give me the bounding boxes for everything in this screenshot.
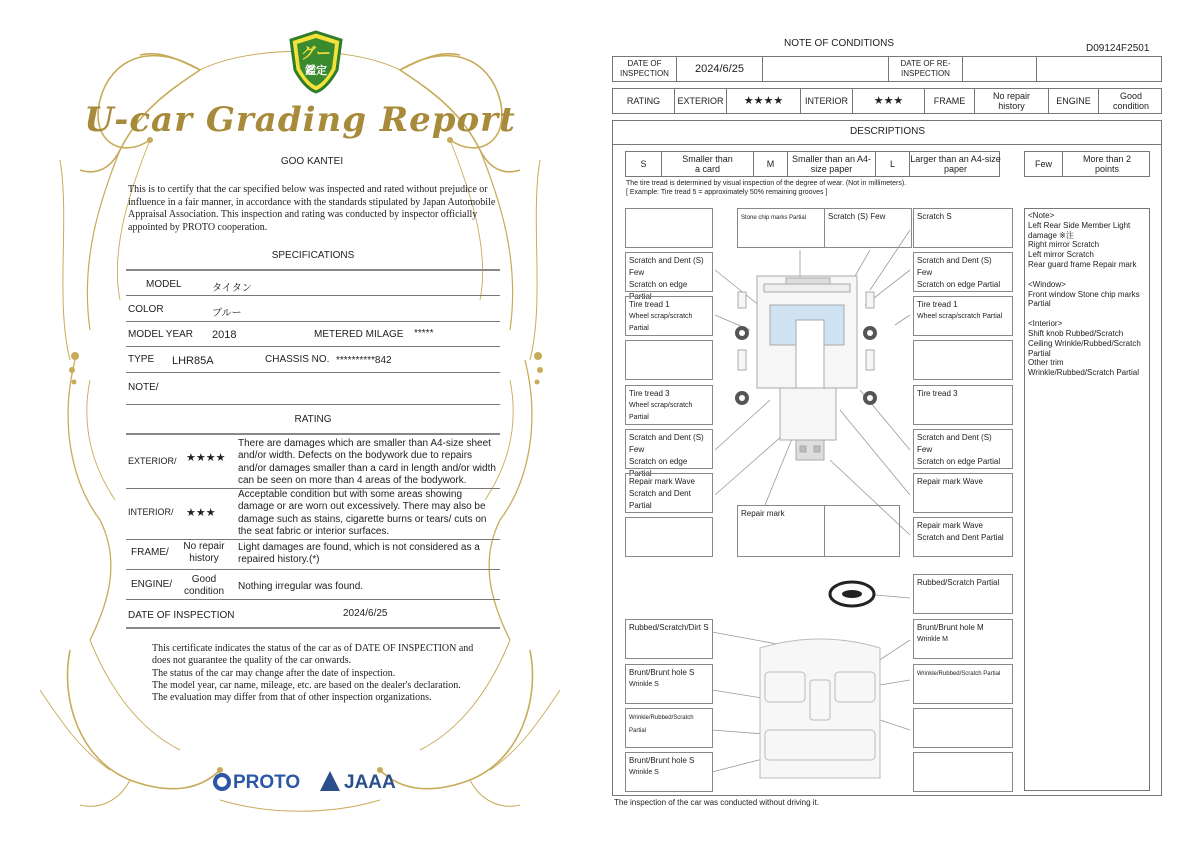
- reinspection-label: DATE OF RE-INSPECTION: [889, 57, 963, 81]
- proto-logo: [213, 772, 300, 794]
- detail-text: Scratch on edge Partial: [629, 280, 688, 301]
- disclaimer-line: The evaluation may differ from that of other inspection organizations.: [152, 692, 432, 704]
- detail-text: Tire tread 1: [917, 300, 958, 309]
- exterior-label: EXTERIOR/: [128, 456, 177, 466]
- detail-text: Scratch (S) Few: [828, 212, 886, 221]
- detail-text: Scratch on edge Partial: [917, 457, 1001, 466]
- logo-kantei-text: 鑑定: [305, 65, 327, 77]
- detail-box: [737, 208, 825, 248]
- goo-kantei-logo: [287, 30, 345, 94]
- notes-panel: [1024, 208, 1150, 791]
- divider: [126, 627, 500, 629]
- tire-note: The tire tread is determined by visual inspection of the degree of wear. (Not in millimeters).: [626, 180, 907, 187]
- note-line: Left mirror Scratch: [1028, 250, 1094, 260]
- detail-box: [625, 252, 713, 301]
- detail-text: Tire tread 3: [629, 389, 670, 398]
- date-of-inspection-label: DATE OF INSPECTION: [128, 610, 235, 621]
- detail-box: [824, 505, 900, 557]
- note-line: Left Rear Side Member Light damage ※注: [1028, 220, 1131, 240]
- mileage-label: METERED MILAGE: [314, 329, 404, 340]
- model-year-label: MODEL YEAR: [128, 329, 194, 340]
- detail-box: [737, 505, 825, 557]
- detail-box: [625, 429, 713, 478]
- page-title: NOTE OF CONDITIONS: [784, 38, 894, 49]
- exterior-label: EXTERIOR: [675, 89, 727, 113]
- frame-description: Light damages are found, which is not considered as a repaired history.(*): [238, 542, 480, 566]
- divider: [126, 433, 500, 435]
- legend-l: L: [876, 152, 910, 176]
- rating-label: RATING: [613, 89, 675, 113]
- color-value: ブルー: [212, 308, 242, 319]
- proto-logo-text: PROTO: [233, 772, 301, 793]
- detail-box: [913, 208, 1013, 248]
- divider: [126, 569, 500, 570]
- descriptions-heading: DESCRIPTIONS: [850, 126, 926, 137]
- detail-box: [913, 429, 1013, 469]
- disclaimer: [152, 643, 482, 704]
- detail-text: Repair mark Wave: [629, 477, 695, 486]
- engine-label: ENGINE/: [131, 579, 173, 590]
- divider: [126, 346, 500, 347]
- detail-box: [913, 664, 1013, 704]
- jaaa-logo-icon: [320, 771, 340, 791]
- detail-text: Scratch and Dent (S) Few: [917, 256, 992, 277]
- note-line: Rear guard frame Repair mark: [1028, 259, 1137, 269]
- detail-text: Scratch and Dent Partial: [629, 489, 691, 510]
- detail-text: Scratch S: [917, 212, 952, 221]
- divider: [126, 599, 500, 600]
- detail-text: Stone chip marks Partial: [741, 215, 807, 221]
- detail-text: Wrinkle/Rubbed/Scratch Partial: [917, 671, 1001, 677]
- detail-text: Brunt/Brunt hole M: [917, 623, 984, 632]
- detail-box: [625, 619, 713, 659]
- engine-label: ENGINE: [1049, 89, 1099, 113]
- disclaimer-line: The model year, car name, mileage, etc. are based on the dealer's declaration.: [152, 679, 461, 691]
- chassis-label: CHASSIS NO.: [265, 354, 330, 365]
- legend-s: S: [626, 152, 662, 176]
- detail-box: [625, 473, 713, 513]
- detail-text: Scratch and Dent (S) Few: [629, 433, 704, 454]
- document-id: D09124F2501: [1086, 43, 1150, 54]
- detail-box: [913, 574, 1013, 614]
- legend-m: M: [754, 152, 788, 176]
- divider: [126, 321, 500, 322]
- note-line: Front window Stone chip marks Partial: [1028, 289, 1140, 309]
- detail-box: [913, 708, 1013, 748]
- detail-text: Wheel scrap/scratch Partial: [629, 402, 693, 421]
- interior-label: INTERIOR/: [128, 507, 174, 517]
- steering-wheel-icon: [830, 582, 874, 606]
- rating-heading: RATING: [294, 414, 332, 425]
- note-line: <Note>: [1028, 211, 1055, 220]
- detail-box: [913, 385, 1013, 425]
- date-of-inspection-value: 2024/6/25: [677, 57, 763, 81]
- detail-box: [625, 752, 713, 792]
- detail-text: Scratch and Dent (S) Few: [917, 433, 992, 454]
- frame-label: FRAME/: [131, 547, 169, 558]
- legend-l-desc: Larger than an A4-size paper: [910, 154, 1001, 174]
- note-line: <Interior>: [1028, 319, 1063, 329]
- detail-text: Wrinkle/Rubbed/Scratch Partial: [629, 715, 694, 734]
- detail-text: Repair mark: [741, 509, 785, 518]
- note-line: [1028, 309, 1146, 319]
- frame-value: No repair history: [183, 541, 225, 564]
- note-line: Shift knob Rubbed/Scratch: [1028, 328, 1124, 338]
- note-line: Right mirror Scratch: [1028, 240, 1100, 250]
- detail-text: Scratch and Dent Partial: [917, 533, 1004, 542]
- detail-text: Repair mark Wave: [917, 521, 983, 530]
- footer-note: The inspection of the car was conducted without driving it.: [614, 798, 819, 807]
- engine-description: Nothing irregular was found.: [238, 581, 364, 592]
- interior-stars: ★★★: [853, 89, 925, 113]
- type-value: LHR85A: [172, 355, 214, 367]
- detail-text: Tire tread 3: [917, 389, 958, 398]
- note-of-conditions-page: [600, 0, 1200, 848]
- detail-box: [913, 619, 1013, 659]
- jaaa-logo-text: JAAA: [344, 772, 396, 793]
- detail-text: Scratch on edge Partial: [917, 280, 1001, 289]
- detail-box: [625, 517, 713, 557]
- detail-box: [824, 208, 912, 248]
- mileage-value: *****: [414, 328, 434, 339]
- divider: [126, 404, 500, 405]
- detail-text: Wrinkle S: [629, 681, 659, 688]
- interior-stars: ★★★: [186, 507, 216, 519]
- chassis-value: **********842: [336, 355, 392, 366]
- note-line: Ceiling Wrinkle/Rubbed/Scratch Partial: [1028, 338, 1141, 358]
- detail-box: [625, 208, 713, 248]
- legend-m-desc: Smaller than an A4-size paper: [788, 152, 876, 176]
- note-line: <Window>: [1028, 279, 1066, 289]
- detail-text: Tire tread 1: [629, 300, 670, 309]
- jaaa-logo: [320, 771, 396, 794]
- detail-box: [913, 296, 1013, 336]
- interior-label: INTERIOR: [801, 89, 853, 113]
- legend-s-desc: Smaller than a card: [662, 152, 754, 176]
- legend-few-desc: More than 2 points: [1082, 154, 1132, 174]
- date-of-inspection-label: DATE OF INSPECTION: [613, 57, 677, 81]
- tire-note-example: [ Example: Tire tread 5 = approximately 50% remaining grooves ]: [626, 189, 828, 196]
- specifications-heading: SPECIFICATIONS: [271, 250, 355, 261]
- detail-text: Scratch and Dent (S) Few: [629, 256, 704, 277]
- brand-name: GOO KANTEI: [280, 156, 344, 167]
- detail-box: [913, 340, 1013, 380]
- detail-text: Rubbed/Scratch Partial: [917, 578, 1000, 587]
- detail-text: Wheel scrap/scratch Partial: [629, 313, 693, 332]
- detail-box: [625, 340, 713, 380]
- model-year-value: 2018: [212, 329, 237, 341]
- detail-text: Wrinkle S: [629, 769, 659, 776]
- detail-box: [913, 473, 1013, 513]
- detail-box: [913, 252, 1013, 292]
- interior-description: Acceptable condition but with some areas showing damage or are worn out excessively. There may also be damage such as stains, cigarette burns or tears/ cuts on the seat fabric or interior surfaces.: [238, 489, 487, 538]
- disclaimer-line: This certificate indicates the status of the car as of DATE OF INSPECTION and does not guarantee the quality of the car onwards.: [152, 643, 474, 667]
- detail-text: Wheel scrap/scratch Partial: [917, 313, 1003, 320]
- type-label: TYPE: [128, 354, 155, 365]
- certification-text: This is to certify that the car specified below was inspected and rated without prejudice or influence in a fair manner, in accordance with the standards stipulated by Japan Automobile Appraisal Association. This inspection and rating was conducted by inspector officially appointed by PROTO cooperation.: [128, 184, 496, 233]
- note-line: Other trim Wrinkle/Rubbed/Scratch Partial: [1028, 358, 1140, 378]
- divider: [126, 269, 500, 271]
- exterior-stars: ★★★★: [186, 452, 226, 464]
- legend-few: Few: [1025, 152, 1063, 176]
- divider: [126, 372, 500, 373]
- detail-box: [913, 517, 1013, 557]
- frame-label: FRAME: [925, 89, 975, 113]
- engine-value: Good condition: [1112, 91, 1150, 111]
- detail-text: Wrinkle M: [917, 636, 948, 643]
- detail-box: [625, 296, 713, 336]
- proto-logo-icon: [213, 773, 231, 791]
- logo-mark-text: グー: [300, 45, 331, 62]
- exterior-description: There are damages which are smaller than A4-size sheet and/or width. Defects on the bodywork due to repairs and/or damages smaller than a card in length and/or width can be seen on more than 4 areas of the bodywork.: [238, 438, 496, 487]
- detail-text: Brunt/Brunt hole S: [629, 756, 695, 765]
- disclaimer-line: The status of the car may change after the date of inspection.: [152, 667, 396, 679]
- detail-box: [625, 385, 713, 425]
- note-line: [1028, 270, 1146, 280]
- model-label: MODEL: [146, 279, 182, 290]
- date-of-inspection-value: 2024/6/25: [343, 608, 388, 619]
- detail-text: Repair mark Wave: [917, 477, 983, 486]
- note-label: NOTE/: [128, 382, 159, 393]
- engine-value: Good condition: [183, 574, 225, 597]
- report-title: U-car Grading Report: [84, 100, 516, 140]
- detail-text: Scratch on edge Partial: [629, 457, 688, 478]
- color-label: COLOR: [128, 304, 164, 315]
- frame-value: No repair history: [975, 89, 1049, 113]
- exterior-stars: ★★★★: [727, 89, 801, 113]
- divider: [126, 539, 500, 540]
- detail-box: [625, 708, 713, 748]
- detail-text: Rubbed/Scratch/Dirt S: [629, 623, 709, 632]
- detail-text: Brunt/Brunt hole S: [629, 668, 695, 677]
- divider: [126, 295, 500, 296]
- model-value: タイタン: [212, 283, 252, 294]
- detail-box: [913, 752, 1013, 792]
- detail-box: [625, 664, 713, 704]
